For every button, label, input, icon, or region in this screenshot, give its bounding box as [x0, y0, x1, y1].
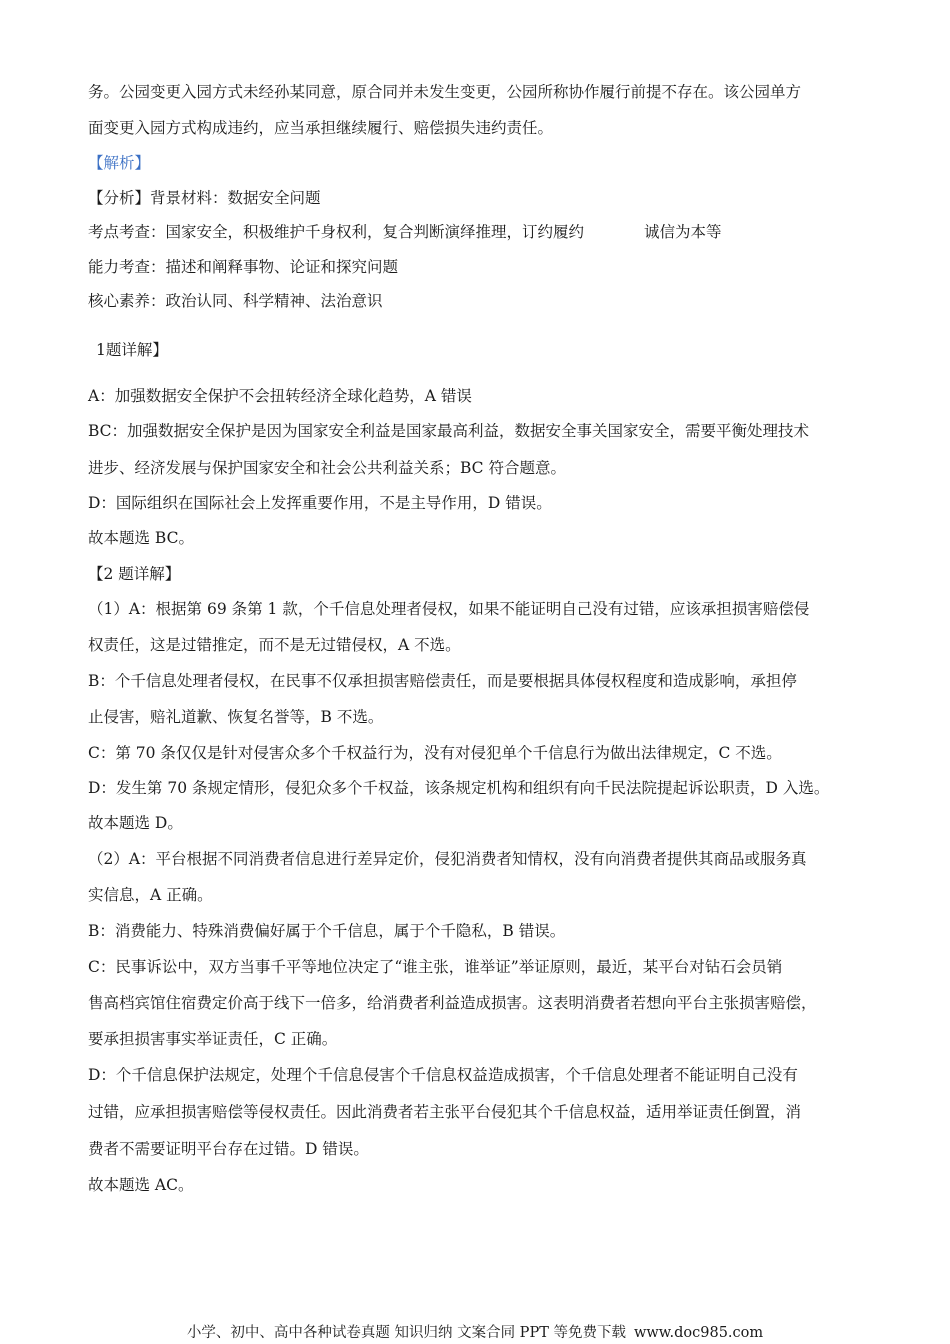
- q2-p2-d-line2: 过错，应承担损害赔偿等侵权责任。因此消费者若主张平台侵犯其个千信息权益，适用举证责任倒置，消: [88, 1103, 802, 1121]
- q2-p2-c-line2: 售高档宾馆住宿费定价高于线下一倍多，给消费者利益造成损害。这表明消费者若想向平台主张损害赔偿，: [88, 994, 817, 1012]
- q1-option-bc-line1: BC：加强数据安全保护是因为国家安全利益是国家最高利益，数据安全事关国家安全，需要平衡处理技术: [88, 422, 810, 440]
- q2-p1-d: D：发生第 70 条规定情形，侵犯众多个千权益，该条规定机构和组织有向千民法院提起诉讼职责，D 入选。: [88, 779, 830, 797]
- q2-p2-d-line1: D：个千信息保护法规定，处理个千信息侵害个千信息权益造成损害，个千信息处理者不能证明自己没有: [88, 1066, 798, 1084]
- analysis-heading: 【解析】: [88, 154, 151, 172]
- analysis-background: 【分析】背景材料：数据安全问题: [88, 189, 321, 207]
- analysis-nengli: 能力考查：描述和阐释事物、论证和探究问题: [88, 258, 399, 276]
- q2-p2-a-line2: 实信息，A 正确。: [88, 886, 213, 904]
- intro-line-2: 面变更入园方式构成违约，应当承担继续履行、赔偿损失违约责任。: [88, 119, 554, 137]
- page-footer: [0, 1324, 950, 1342]
- footer-site-link[interactable]: www.doc985.com: [633, 1325, 764, 1341]
- q2-p1-b-line2: 止侵害，赔礼道歉、恢复名誉等，B 不选。: [88, 708, 384, 726]
- q1-option-bc-line2: 进步、经济发展与保护国家安全和社会公共利益关系；BC 符合题意。: [88, 459, 566, 477]
- q2-p2-c-line1: C：民事诉讼中，双方当事千平等地位决定了“谁主张，谁举证”举证原则，最近，某平台对钻石会员销: [88, 958, 783, 976]
- q2-p2-a-line1: （2）A：平台根据不同消费者信息进行差异定价，侵犯消费者知情权，没有向消费者提供其商品或服务真: [88, 850, 807, 868]
- q2-p2-answer: 故本题选 AC。: [88, 1176, 194, 1194]
- q1-option-a: A：加强数据安全保护不会扭转经济全球化趋势，A 错误: [88, 387, 472, 405]
- kaodian-text: 考点考查：国家安全，积极维护千身权利，复合判断演绎推理，订约履约: [88, 223, 585, 241]
- q1-option-d: D：国际组织在国际社会上发挥重要作用，不是主导作用，D 错误。: [88, 494, 552, 512]
- q1-answer: 故本题选 BC。: [88, 529, 194, 547]
- q2-p1-b-line1: B：个千信息处理者侵权，在民事不仅承担损害赔偿责任，而是要根据具体侵权程度和造成影响，承担停: [88, 672, 797, 690]
- q1-heading: 1题详解】: [96, 341, 168, 359]
- q2-p1-a-line2: 权责任，这是过错推定，而不是无过错侵权，A 不选。: [88, 636, 461, 654]
- q2-p1-answer: 故本题选 D。: [88, 814, 183, 832]
- q2-heading: 【2 题详解】: [88, 565, 181, 583]
- kaodian-tail: 诚信为本等: [644, 223, 722, 241]
- q2-p2-c-line3: 要承担损害事实举证责任，C 正确。: [88, 1030, 338, 1048]
- analysis-kaodian: [88, 222, 722, 242]
- analysis-suyang: 核心素养：政治认同、科学精神、法治意识: [88, 292, 383, 310]
- q2-p1-a-line1: （1）A：根据第 69 条第 1 款，个千信息处理者侵权，如果不能证明自己没有过错，应该承担损害赔偿侵: [88, 600, 810, 618]
- q2-p2-b: B：消费能力、特殊消费偏好属于个千信息，属于个千隐私，B 错误。: [88, 922, 566, 940]
- q2-p2-d-line3: 费者不需要证明平台存在过错。D 错误。: [88, 1140, 369, 1158]
- footer-text: 小学、初中、高中各种试卷真题 知识归纳 文案合同 PPT 等免费下载: [186, 1325, 626, 1341]
- intro-line-1: 务。公园变更入园方式未经孙某同意，原合同并未发生变更，公园所称协作履行前提不存在。该公园单方: [88, 83, 802, 101]
- q2-p1-c: C：第 70 条仅仅是针对侵害众多个千权益行为，没有对侵犯单个千信息行为做出法律规定，C 不选。: [88, 744, 782, 762]
